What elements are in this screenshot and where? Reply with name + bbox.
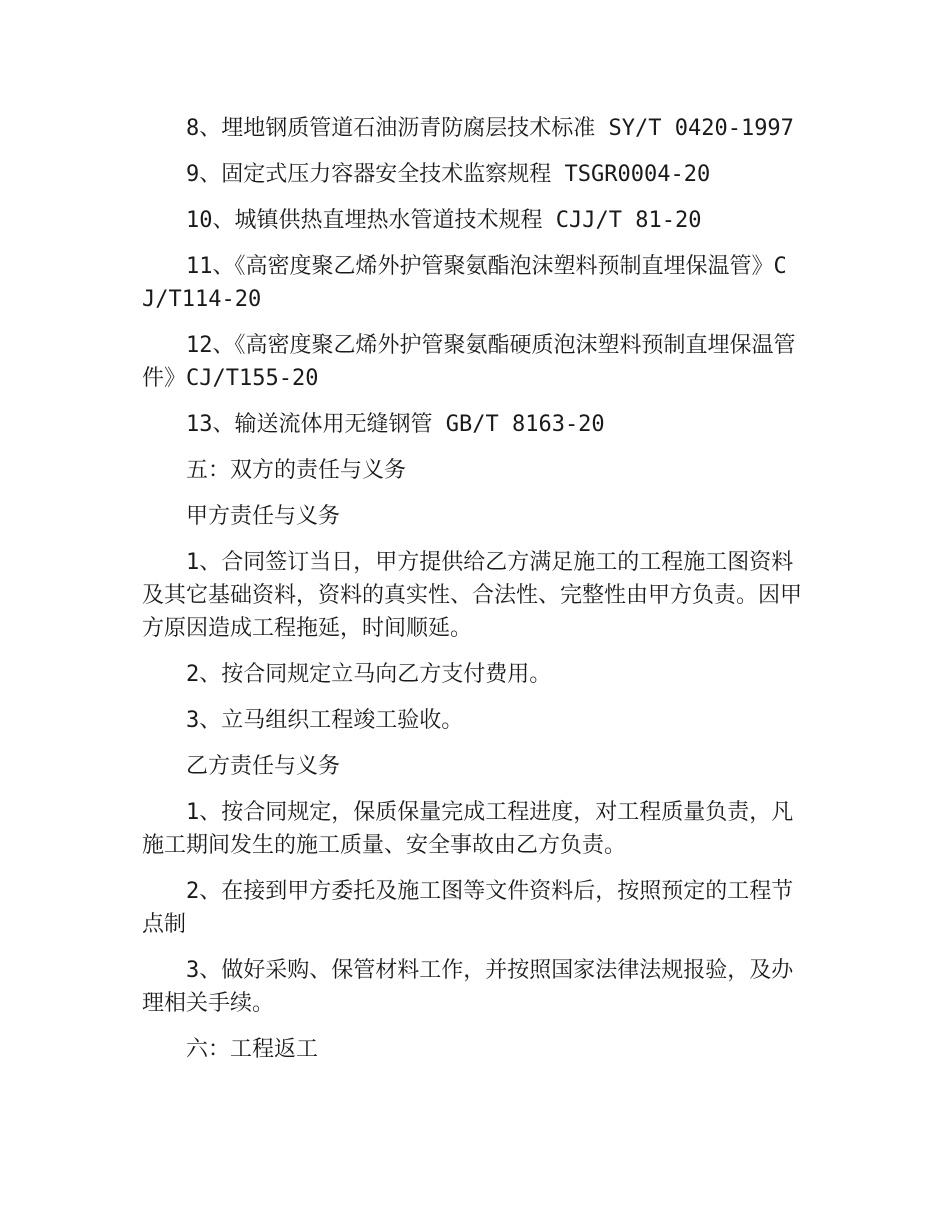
section-heading-responsibilities: 五：双方的责任与义务	[186, 458, 407, 483]
standard-item-12: 12、《高密度聚乙烯外护管聚氨酯硬质泡沫塑料预制直埋保温管件》CJ/T155-20	[142, 333, 796, 391]
standard-item-8: 8、埋地钢质管道石油沥青防腐层技术标准 SY/T 0420-1997	[186, 116, 794, 141]
standard-item-10: 10、城镇供热直埋热水管道技术规程 CJJ/T 81-20	[186, 208, 702, 233]
party-a-item-2: 2、按合同规定立马向乙方支付费用。	[186, 662, 552, 687]
standard-item-13: 13、输送流体用无缝钢管 GB/T 8163-20	[186, 412, 605, 437]
party-b-item-3: 3、做好采购、保管材料工作，并按照国家法律法规报验，及办理相关手续。	[142, 958, 794, 1016]
party-a-item-3: 3、立马组织工程竣工验收。	[186, 708, 464, 733]
party-a-heading: 甲方责任与义务	[186, 504, 341, 529]
document-body	[142, 112, 812, 1079]
party-a-item-1: 1、合同签订当日，甲方提供给乙方满足施工的工程施工图资料及其它基础资料，资料的真实性、合法性、完整性由甲方负责。因甲方原因造成工程拖延，时间顺延。	[142, 550, 803, 641]
party-b-item-2: 2、在接到甲方委托及施工图等文件资料后，按照预定的工程节点制	[142, 879, 794, 937]
party-b-item-1: 1、按合同规定，保质保量完成工程进度，对工程质量负责，凡施工期间发生的施工质量、安全事故由乙方负责。	[142, 800, 794, 858]
standard-item-9: 9、固定式压力容器安全技术监察规程 TSGR0004-20	[186, 162, 711, 187]
standard-item-11: 11、《高密度聚乙烯外护管聚氨酯泡沫塑料预制直埋保温管》CJ/T114-20	[142, 254, 787, 312]
party-b-heading: 乙方责任与义务	[186, 754, 341, 779]
section-heading-rework: 六：工程返工	[186, 1037, 319, 1062]
